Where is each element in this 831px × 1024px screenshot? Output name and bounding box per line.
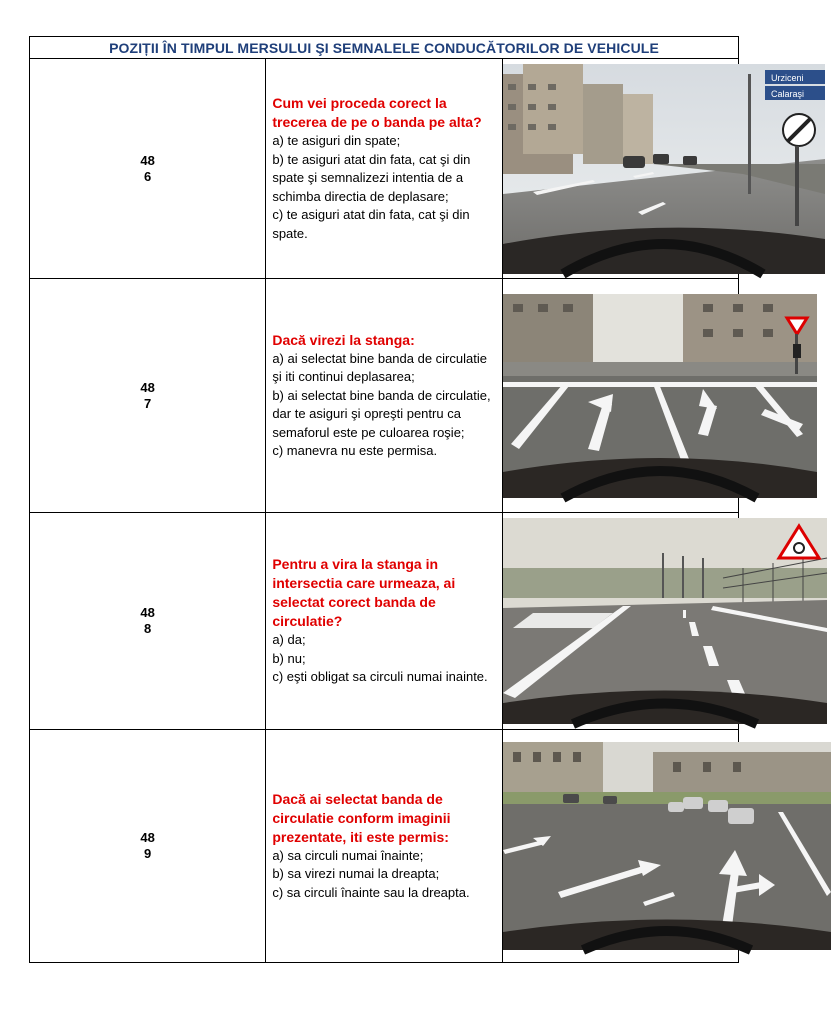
question-image-cell [502,279,738,513]
question-number: 48 8 [30,513,266,730]
road-photo-left-turn-lane [503,294,817,498]
page-title: POZIȚII ÎN TIMPUL MERSULUI ŞI SEMNALELE CONDUCĂTORILOR DE VEHICULE [30,37,739,59]
direction-sign-text: Calaraşi [770,88,804,99]
answer-option-a: a) te asiguri din spate; [272,133,401,148]
question-row-489 [30,730,739,963]
traffic-light-icon [793,344,801,358]
answer-option-a: a) da; [272,632,306,648]
direction-sign-text: Urziceni [770,72,804,83]
road-photo-intersection-approach [503,518,827,724]
question-row-488 [30,513,739,730]
answer-option-b: b) te asiguri atat din fata, cat şi din spate şi semnalizezi intentia de a schimba directia de deplasare; [272,151,471,204]
question-text: Pentru a vira la stanga in intersectia care urmeaza, ai selectat corect banda de circulatie? [272,556,456,630]
question-image-cell [502,59,804,279]
question-text-cell [266,59,502,279]
question-text-cell [266,730,502,963]
answer-option-c: c) sa circuli înainte sau la dreapta. [272,884,470,900]
question-number: 48 7 [30,279,266,513]
answer-option-c: c) eşti obligat sa circuli numai inainte. [272,669,488,685]
answer-option-a: a) sa circuli numai înainte; [272,847,424,863]
road-photo-straight-right-lane [503,742,831,950]
quiz-sheet [29,36,804,963]
question-row-486 [30,59,739,279]
question-text-cell [266,513,502,730]
answer-option-b: b) nu; [272,650,306,666]
answer-option-a: a) ai selectat bine banda de circulatie şi iti continui deplasarea; [272,350,487,384]
question-text-cell [266,279,502,513]
question-image-cell [502,730,738,963]
question-number: 48 6 [30,59,266,279]
question-text: Dacă virezi la stanga: [272,331,415,348]
question-text: Dacă ai selectat banda de circulatie conform imaginii prezentate, iti este permis: [272,790,451,845]
question-text: Cum vei proceda corect la trecerea de pe o banda pe alta? [272,95,482,130]
question-image-cell [502,513,738,730]
question-number: 48 9 [30,730,266,963]
road-photo-lane-change [503,64,825,274]
question-row-487 [30,279,739,513]
header-row [30,37,739,59]
answer-option-b: b) ai selectat bine banda de circulatie, dar te asiguri şi opreşti pentru ca semaforul este pe culoarea roşie; [272,387,491,440]
quiz-table [29,36,804,963]
answer-option-c: c) te asiguri atat din fata, cat şi din spate. [272,207,470,241]
answer-option-b: b) sa virezi numai la dreapta; [272,866,440,882]
answer-option-c: c) manevra nu este permisa. [272,443,438,458]
